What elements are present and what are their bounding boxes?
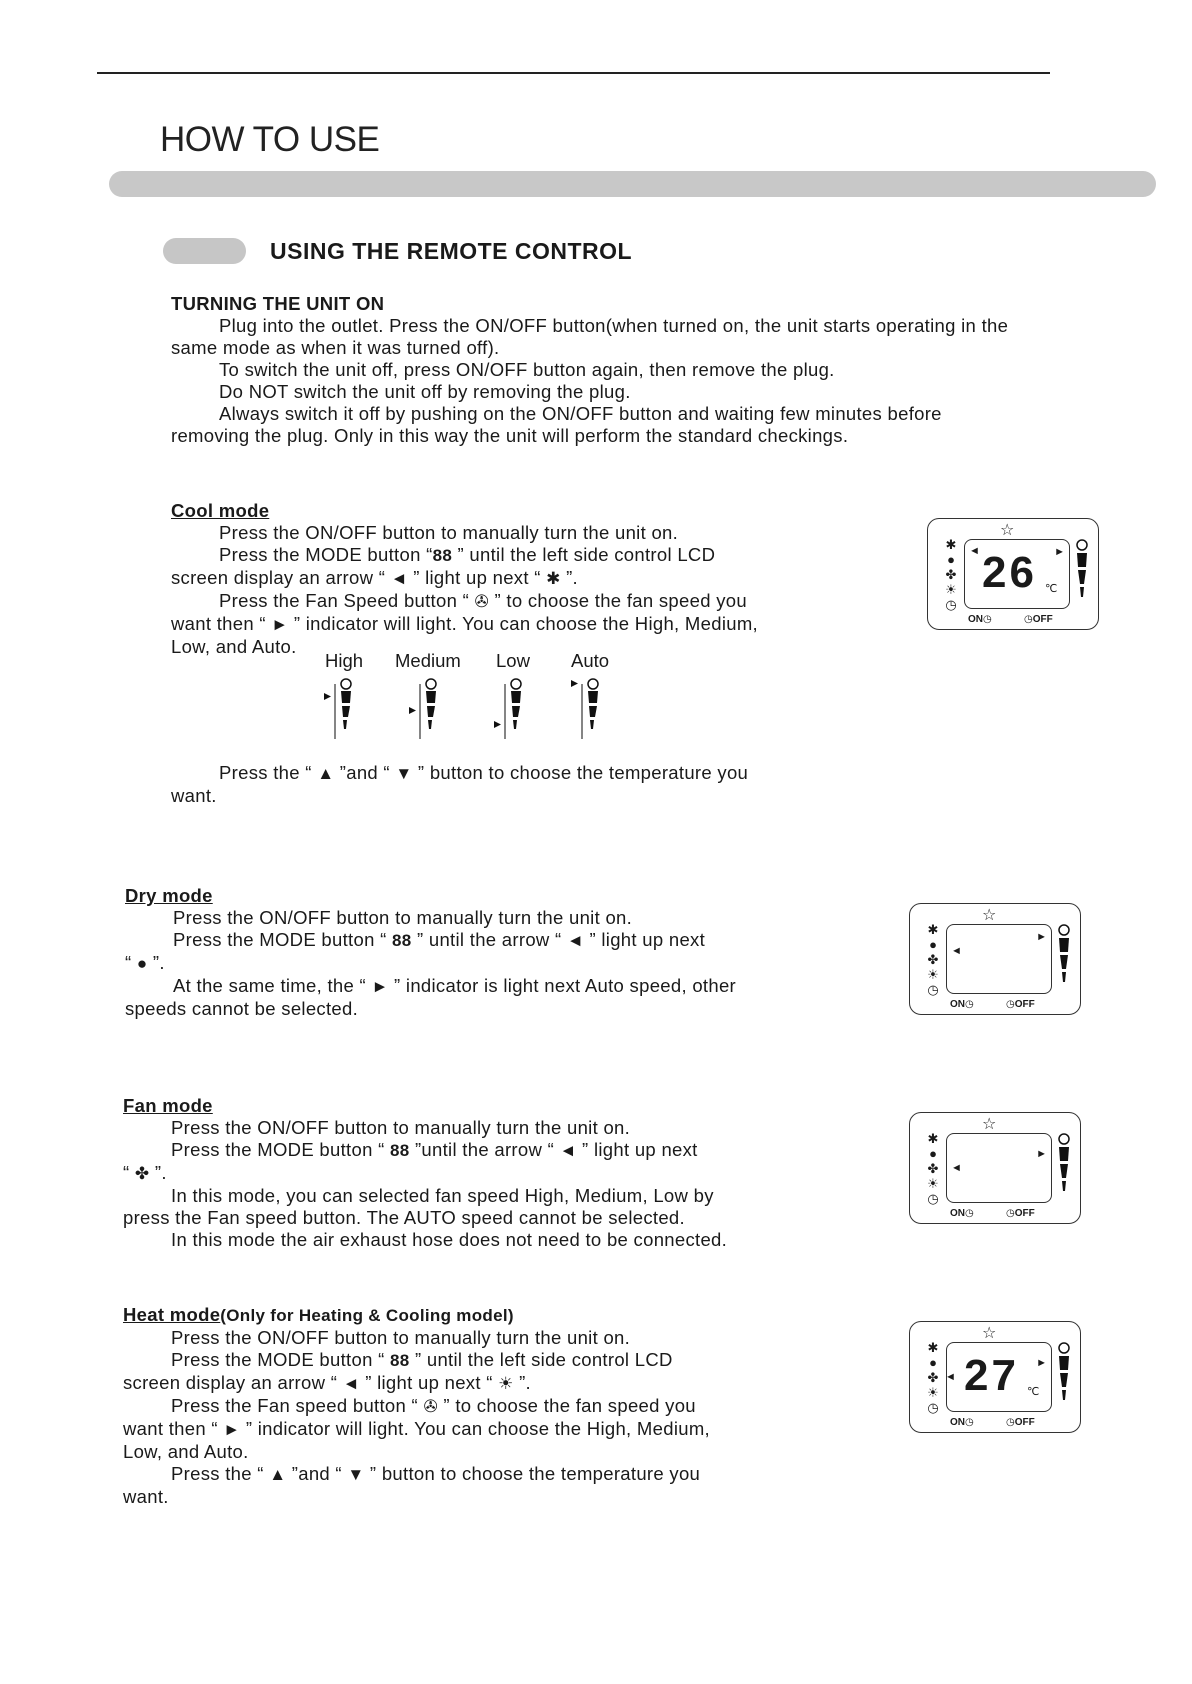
heat-line: screen display an arrow “ ◄ ” light up next “ ☀ ”. bbox=[123, 1372, 531, 1393]
turning-on-line: To switch the unit off, press ON/OFF button again, then remove the plug. bbox=[219, 359, 835, 380]
turning-on-line: same mode as when it was turned off). bbox=[171, 337, 500, 358]
turning-on-heading: TURNING THE UNIT ON bbox=[171, 293, 385, 314]
left-arrow-icon: ◄ bbox=[945, 1371, 956, 1383]
cool-mode-section bbox=[171, 500, 758, 658]
right-arrow-icon: ► bbox=[1036, 1148, 1047, 1160]
dry-mode-section bbox=[125, 885, 736, 1020]
mode-icons-column: ✱ ● ✤ ☀ ◷ bbox=[945, 537, 957, 612]
right-arrow-icon: ► bbox=[1054, 546, 1065, 558]
title-band bbox=[109, 171, 1156, 197]
fan-speed-icon: ✇ bbox=[423, 1397, 438, 1416]
cool-line: Press the “ ▲ ”and “ ▼ ” button to choose the temperature you bbox=[219, 762, 749, 783]
lcd-screen bbox=[946, 924, 1052, 994]
down-arrow-icon: ▼ bbox=[395, 764, 413, 783]
lcd-fan bbox=[909, 1112, 1081, 1224]
speed-indicator-auto bbox=[571, 679, 598, 739]
drop-icon: ● bbox=[136, 954, 148, 973]
on-timer-icon: ON◷ bbox=[950, 1417, 974, 1428]
lcd-temperature: 26 bbox=[982, 548, 1037, 597]
dry-line: “ ● ”. bbox=[125, 952, 165, 973]
top-rule bbox=[97, 72, 1050, 74]
left-arrow-icon: ◄ bbox=[559, 1141, 577, 1160]
fan-line: Press the ON/OFF button to manually turn the unit on. bbox=[171, 1117, 631, 1138]
on-timer-icon: ON◷ bbox=[950, 1208, 974, 1219]
section-pill bbox=[163, 238, 246, 264]
heat-heading-line bbox=[123, 1304, 710, 1327]
dry-line: At the same time, the “ ► ” indicator is light next Auto speed, other bbox=[173, 975, 737, 996]
star-icon: ☆ bbox=[1000, 522, 1015, 539]
cool-line: Press the MODE button “88 ” until the left side control LCD bbox=[219, 544, 716, 565]
heat-line: Press the Fan speed button “ ✇ ” to choose the fan speed you bbox=[171, 1395, 696, 1416]
mode-icon: 88 bbox=[390, 1141, 410, 1160]
fan-line: “ ✤ ”. bbox=[123, 1162, 167, 1183]
fan-bar-icon bbox=[1056, 924, 1072, 988]
up-arrow-icon: ▲ bbox=[317, 764, 335, 783]
heat-line: want. bbox=[123, 1486, 169, 1507]
heat-mode-heading: Heat mode bbox=[123, 1304, 221, 1325]
cool-line: want then “ ► ” indicator will light. You can choose the High, Medium, bbox=[171, 613, 758, 634]
heat-line: want then “ ► ” indicator will light. You can choose the High, Medium, bbox=[123, 1418, 710, 1439]
left-arrow-icon: ◄ bbox=[951, 945, 962, 957]
lcd-screen bbox=[946, 1342, 1052, 1412]
off-timer-icon: ◷OFF bbox=[1006, 999, 1035, 1010]
turning-on-line: removing the plug. Only in this way the unit will perform the standard checkings. bbox=[171, 425, 849, 446]
star-icon: ☆ bbox=[982, 1116, 997, 1133]
on-timer-icon: ON◷ bbox=[968, 614, 992, 625]
heat-line: Press the “ ▲ ”and “ ▼ ” button to choose the temperature you bbox=[171, 1463, 701, 1484]
lcd-screen bbox=[946, 1133, 1052, 1203]
section-title: USING THE REMOTE CONTROL bbox=[270, 238, 633, 264]
mode-icons-column: ✱ ● ✤ ☀ ◷ bbox=[927, 922, 939, 997]
fan-bar-icon bbox=[1056, 1133, 1072, 1197]
mode-icon: 88 bbox=[392, 931, 412, 950]
heat-line: Press the ON/OFF button to manually turn the unit on. bbox=[171, 1327, 631, 1348]
celsius-icon: ℃ bbox=[1027, 1386, 1040, 1398]
left-arrow-icon: ◄ bbox=[390, 569, 408, 588]
speed-indicator-medium bbox=[409, 679, 436, 739]
speed-label-medium: Medium bbox=[395, 650, 461, 671]
heat-mode-note: (Only for Heating & Cooling model) bbox=[220, 1306, 514, 1325]
fan-bar-icon bbox=[1074, 539, 1090, 603]
turning-on-line: Always switch it off by pushing on the ON/OFF button and waiting few minutes before bbox=[219, 403, 942, 424]
right-arrow-icon: ► bbox=[1036, 1357, 1047, 1369]
turning-on-section bbox=[171, 293, 1008, 447]
snowflake-icon: ✱ bbox=[546, 569, 561, 588]
mode-icons-column: ✱ ● ✤ ☀ ◷ bbox=[927, 1340, 939, 1415]
left-arrow-icon: ◄ bbox=[969, 545, 980, 557]
cool-line: Low, and Auto. bbox=[171, 636, 297, 657]
on-timer-icon: ON◷ bbox=[950, 999, 974, 1010]
fan-speed-icon: ✇ bbox=[474, 592, 490, 611]
fan-line: Press the MODE button “ 88 ”until the arrow “ ◄ ” light up next bbox=[171, 1139, 698, 1160]
left-arrow-icon: ◄ bbox=[342, 1374, 360, 1393]
down-arrow-icon: ▼ bbox=[347, 1465, 365, 1484]
mode-icon: 88 bbox=[390, 1351, 410, 1370]
star-icon: ☆ bbox=[982, 1325, 997, 1342]
lcd-dry bbox=[909, 903, 1081, 1015]
left-arrow-icon: ◄ bbox=[566, 931, 585, 950]
off-timer-icon: ◷OFF bbox=[1006, 1208, 1035, 1219]
fan-bar-icon bbox=[1056, 1342, 1072, 1406]
mode-icons-column: ✱ ● ✤ ☀ ◷ bbox=[927, 1131, 939, 1206]
heat-mode-section bbox=[123, 1304, 710, 1508]
right-arrow-icon: ► bbox=[371, 977, 389, 996]
cool-line: Press the ON/OFF button to manually turn the unit on. bbox=[219, 522, 679, 543]
speed-indicator-low bbox=[494, 679, 521, 739]
speed-label-auto: Auto bbox=[571, 650, 610, 671]
turning-on-line: Do NOT switch the unit off by removing the plug. bbox=[219, 381, 631, 402]
fan-line: In this mode, you can selected fan speed High, Medium, Low by bbox=[171, 1185, 714, 1206]
left-arrow-icon: ◄ bbox=[951, 1162, 962, 1174]
dry-line: Press the ON/OFF button to manually turn the unit on. bbox=[173, 907, 633, 928]
fan-line: In this mode the air exhaust hose does not need to be connected. bbox=[171, 1229, 728, 1250]
fan-mode-heading: Fan mode bbox=[123, 1095, 213, 1116]
turning-on-line: Plug into the outlet. Press the ON/OFF button(when turned on, the unit starts operating in the bbox=[219, 315, 1009, 336]
lcd-screen bbox=[964, 539, 1070, 609]
speed-label-low: Low bbox=[496, 650, 530, 671]
off-timer-icon: ◷OFF bbox=[1024, 614, 1053, 625]
cool-line: Press the Fan Speed button “ ✇ ” to choose the fan speed you bbox=[219, 590, 747, 611]
dry-line: speeds cannot be selected. bbox=[125, 998, 359, 1019]
fan-speed-diagram bbox=[320, 676, 610, 740]
dry-mode-heading: Dry mode bbox=[125, 885, 213, 906]
star-icon: ☆ bbox=[982, 907, 997, 924]
dry-line: Press the MODE button “ 88 ” until the arrow “ ◄ ” light up next bbox=[173, 929, 706, 950]
fan-line: press the Fan speed button. The AUTO speed cannot be selected. bbox=[123, 1207, 685, 1228]
sun-icon: ☀ bbox=[498, 1374, 514, 1393]
lcd-heat bbox=[909, 1321, 1081, 1433]
lcd-temperature: 27 bbox=[964, 1351, 1019, 1400]
cool-line: screen display an arrow “ ◄ ” light up next “ ✱ ”. bbox=[171, 567, 578, 588]
right-arrow-icon: ► bbox=[223, 1420, 241, 1439]
heat-line: Press the MODE button “ 88 ” until the left side control LCD bbox=[171, 1349, 673, 1370]
off-timer-icon: ◷OFF bbox=[1006, 1417, 1035, 1428]
right-arrow-icon: ► bbox=[271, 615, 289, 634]
cool-line: want. bbox=[171, 785, 217, 806]
heat-line: Low, and Auto. bbox=[123, 1441, 249, 1462]
page-title: HOW TO USE bbox=[160, 120, 380, 159]
cool-temp-text bbox=[171, 762, 748, 807]
mode-icon: 88 bbox=[432, 546, 453, 565]
fan-icon: ✤ bbox=[134, 1164, 150, 1183]
up-arrow-icon: ▲ bbox=[269, 1465, 287, 1484]
celsius-icon: ℃ bbox=[1045, 583, 1058, 595]
fan-mode-section bbox=[123, 1095, 727, 1251]
right-arrow-icon: ► bbox=[1036, 931, 1047, 943]
speed-label-high: High bbox=[325, 650, 364, 671]
cool-mode-heading: Cool mode bbox=[171, 500, 270, 521]
speed-indicator-high bbox=[324, 679, 351, 739]
lcd-cool bbox=[927, 518, 1099, 630]
